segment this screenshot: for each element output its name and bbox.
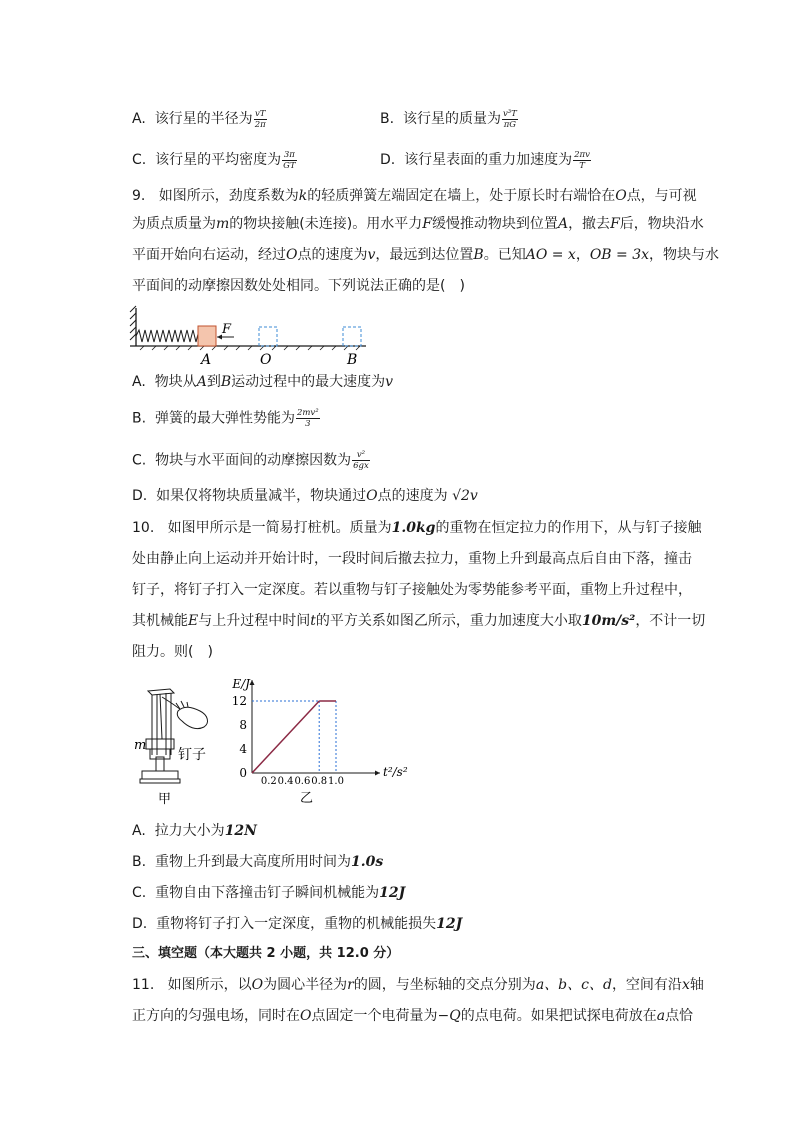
q10-stem-line-4: 其机械能E与上升过程中时间t的平方关系如图乙所示，重力加速度大小取10m/s²，不计一切	[132, 613, 706, 629]
q10-stem-line-1: 10. 如图甲所示是一简易打桩机。质量为1.0kg的重物在恒定拉力的作用下，从与钉子接触	[132, 520, 702, 536]
hand-icon	[176, 701, 207, 729]
q8-option-d: D. 该行星表面的重力加速度为 $\frac{2\pi v}{T}$	[380, 149, 590, 171]
block-at-b-ghost	[343, 327, 361, 346]
q10-option-b: B. 重物上升到最大高度所用时间为1.0s	[132, 854, 384, 870]
base	[142, 771, 178, 779]
x-tick-label: 1.0	[328, 776, 344, 787]
x-tick-label: 0.4	[277, 776, 294, 787]
block-at-o-ghost	[259, 327, 277, 346]
fraction: $\frac{vT}{2\pi}$	[254, 108, 266, 130]
wall	[130, 306, 136, 346]
q9-stem-line-2: 为质点质量为m的物块接触(未连接)。用水平力F缓慢推动物块到位置A，撤去F后，物块沿水	[132, 216, 704, 232]
section-3-title: 三、填空题（本大题共 2 小题，共 12.0 分）	[132, 946, 400, 961]
rope	[160, 694, 162, 739]
y-tick-label: 4	[239, 742, 247, 756]
q8-option-c: C. 该行星的平均密度为 $\frac{3\pi}{GT}$	[132, 149, 296, 171]
energy-time-chart	[228, 672, 418, 812]
q10-stem-line-3: 钉子，将钉子打入一定深度。若以重物与钉子接触处为零势能参考平面，重物上升过程中，	[132, 582, 692, 598]
q9-option-a: A. 物块从A到B运动过程中的最大速度为v	[132, 374, 394, 390]
fraction: $\frac{3\pi}{GT}$	[283, 149, 296, 171]
x-tick-label: 0.8	[311, 776, 328, 787]
pile-driver-figure	[130, 685, 230, 810]
label-m: m	[134, 738, 147, 753]
q9-stem-line-3: 平面开始向右运动，经过O点的速度为v，最远到达位置B。已知AO = x，OB = 3x，物块与水	[132, 247, 720, 263]
q10-option-c: C. 重物自由下落撞击钉子瞬间机械能为12J	[132, 885, 406, 901]
q9-stem-line-1: 9. 如图所示，劲度系数为k的轻质弹簧左端固定在墙上，处于原长时右端恰在O点，与可视	[132, 188, 697, 204]
fraction: $\frac{2\pi v}{T}$	[574, 149, 590, 171]
q10-option-d: D. 重物将钉子打入一定深度，重物的机械能损失12J	[132, 916, 463, 932]
x-tick-label: 0.2	[260, 776, 277, 787]
caption-yi: 乙	[300, 791, 314, 806]
q10-option-a: A. 拉力大小为12N	[132, 823, 257, 839]
x-tick-label: 0.6	[294, 776, 311, 787]
q11-stem-line-2: 正方向的匀强电场，同时在O点固定一个电荷量为−Q的点电荷。如果把试探电荷放在a点恰	[132, 1008, 694, 1024]
y-axis-label: E/J	[232, 677, 250, 691]
series-segment	[252, 701, 319, 773]
x-axis-label: t²/s²	[383, 765, 408, 779]
y-tick-label: 0	[239, 766, 247, 780]
q10-stem-line-5: 阻力。则( )	[132, 644, 213, 660]
floor-hatching	[140, 346, 360, 350]
q11-stem-line-1: 11. 如图所示，以O为圆心半径为r的圆，与坐标轴的交点分别为a、b、c、d，空间有沿x轴	[132, 977, 704, 993]
q10-stem-line-2: 处由静止向上运动并开始计时，一段时间后撤去拉力，重物上升到最高点后自由下落，撞击	[132, 551, 692, 567]
q8-option-b: B. 该行星的质量为 $\frac{\text{v³T}}{\pi G}$	[380, 108, 517, 130]
y-tick-label: 12	[231, 694, 247, 708]
label-o: O	[260, 352, 272, 368]
label-f: F	[222, 322, 232, 337]
top-frame	[148, 689, 174, 695]
block-at-a	[198, 326, 216, 346]
weight	[146, 739, 174, 749]
label-b: B	[347, 352, 358, 368]
x-axis-arrow	[375, 771, 380, 776]
label-nail: 钉子	[178, 747, 206, 763]
q9-option-c: C. 物块与水平面间的动摩擦因数为 $\frac{\text{v²}}{6gx}$	[132, 450, 369, 471]
q9-stem-line-4: 平面间的动摩擦因数处处相同。下列说法正确的是( )	[132, 278, 465, 294]
q8-option-a: A. 该行星的半径为 $\frac{vT}{2\pi}$	[132, 108, 266, 130]
caption-jia: 甲	[158, 792, 172, 807]
q9-spring-figure	[126, 302, 376, 370]
y-axis-arrow	[250, 680, 255, 685]
q9-option-b: B. 弹簧的最大弹性势能为 $\frac{\text{2mv²}}{3}$	[132, 408, 319, 429]
spring	[136, 330, 376, 342]
label-a: A	[201, 352, 212, 368]
fraction: $\frac{\text{v³T}}{\pi G}$	[502, 108, 517, 130]
q9-option-d: D. 如果仅将物块质量减半，物块通过O点的速度为 √2v	[132, 488, 478, 504]
y-tick-label: 8	[239, 718, 247, 732]
fraction: $\frac{\text{v²}}{6gx}$	[353, 450, 369, 471]
fraction: $\frac{\text{2mv²}}{3}$	[296, 408, 319, 429]
